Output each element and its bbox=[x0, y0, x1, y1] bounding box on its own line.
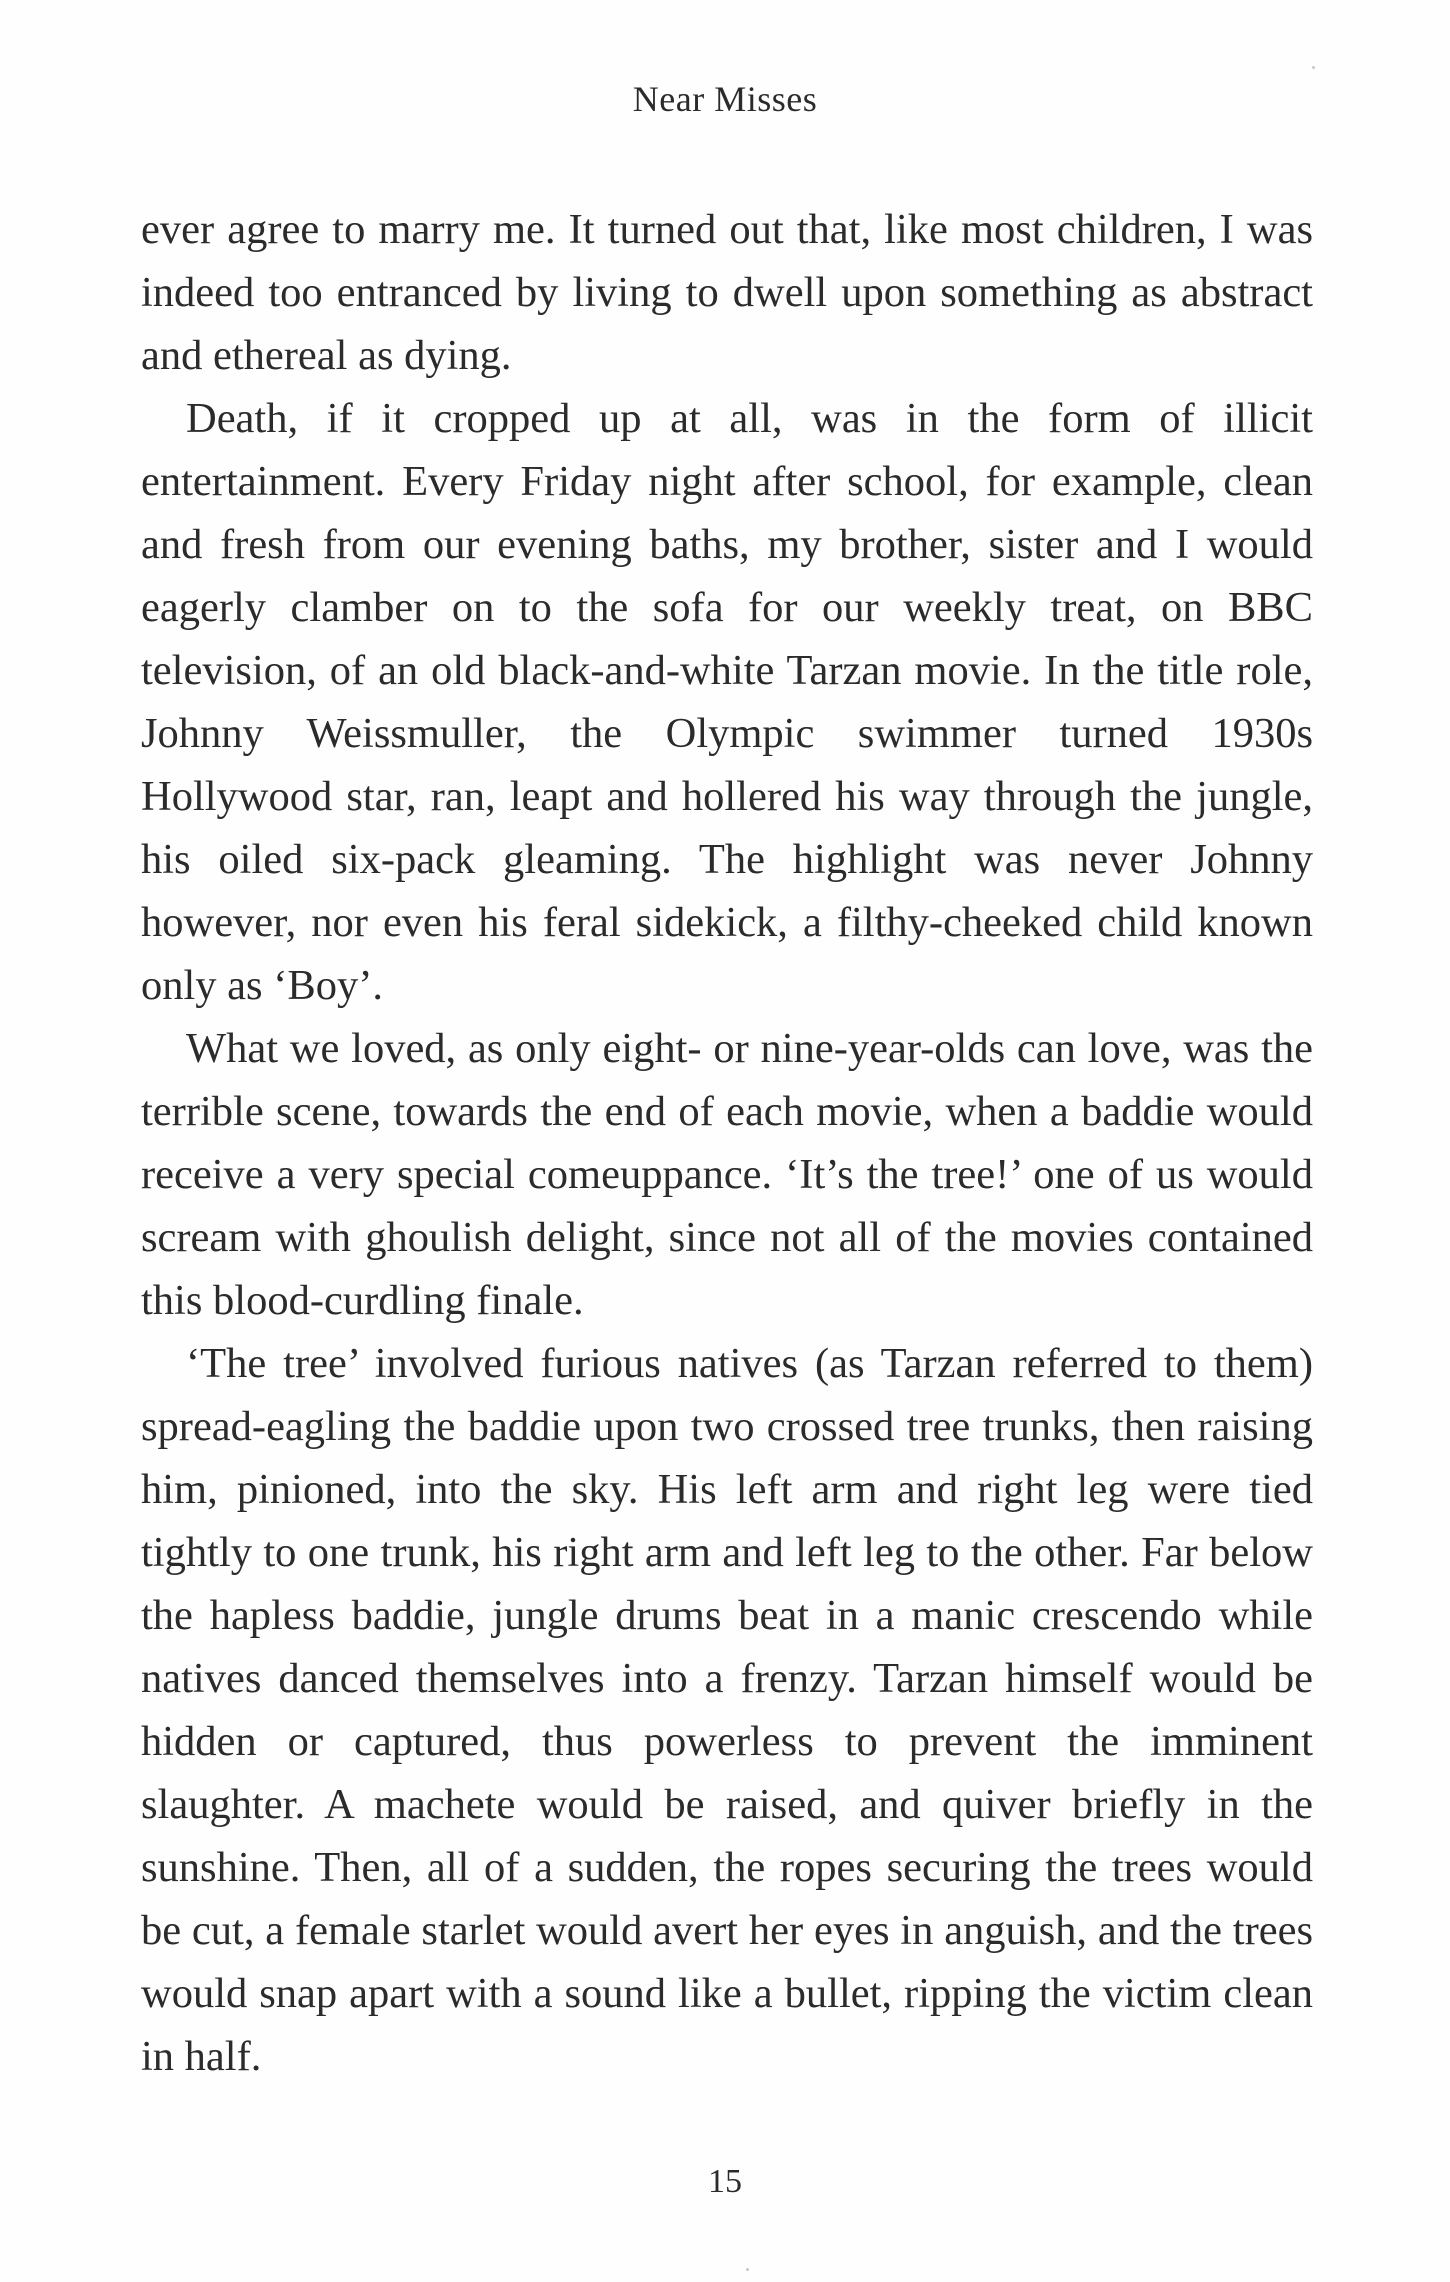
body-text bbox=[141, 198, 1313, 2088]
paragraph-4: ‘The tree’ involved furious natives (as Tarzan referred to them) spread-eagling the baddie upon two crossed tree trunks, then raising him, pinioned, into the sky. His left arm and right leg were tied tightly to one trunk, his right arm and left leg to the other. Far below the hapless baddie, jungle drums beat in a manic crescendo while natives danced themselves into a frenzy. Tarzan himself would be hidden or captured, thus powerless to prevent the imminent slaughter. A machete would be raised, and quiver briefly in the sunshine. Then, all of a sudden, the ropes securing the trees would be cut, a female starlet would avert her eyes in anguish, and the trees would snap apart with a sound like a bullet, ripping the victim clean in half. bbox=[141, 1340, 1313, 2080]
paragraph-3: What we loved, as only eight- or nine-year-olds can love, was the terrible scene, towards the end of each movie, when a baddie would receive a very special comeuppance. ‘It’s the tree!’ one of us would scream with ghoulish delight, since not all of the movies contained this blood-curdling finale. bbox=[141, 1025, 1313, 1324]
paper-speck bbox=[746, 2268, 749, 2271]
running-head: Near Misses bbox=[632, 79, 818, 119]
paper-speck bbox=[1312, 66, 1315, 69]
paragraph-1: ever agree to marry me. It turned out that, like most children, I was indeed too entranced by living to dwell upon something as abstract and ethereal as dying. bbox=[141, 206, 1313, 379]
page-number: 15 bbox=[708, 2163, 742, 2200]
paragraph-2: Death, if it cropped up at all, was in the form of illicit entertainment. Every Friday night after school, for example, clean and fresh from our evening baths, my brother, sister and I would eagerly clamber on to the sofa for our weekly treat, on BBC television, of an old black-and-white Tarzan movie. In the title role, Johnny Weissmuller, the Olympic swimmer turned 1930s Hollywood star, ran, leapt and hollered his way through the jungle, his oiled six-pack gleaming. The highlight was never Johnny however, nor even his feral sidekick, a filthy-cheeked child known only as ‘Boy’. bbox=[141, 395, 1313, 1009]
